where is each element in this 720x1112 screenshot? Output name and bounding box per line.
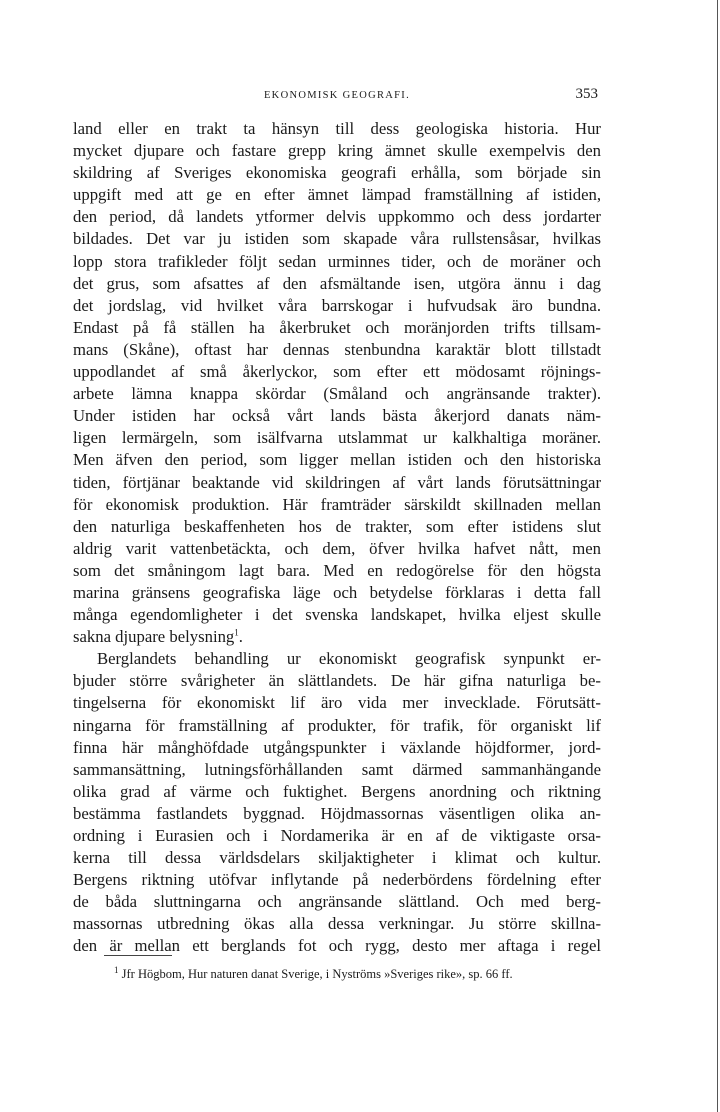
text-line: den naturliga beskaffenheten hos de trakter, som efter istidens slut <box>73 516 601 536</box>
text-line: det grus, som afsattes af den afsmältande isen, utgöra ännu i dag <box>73 273 601 293</box>
text-line: olika grad af värme och fuktighet. Bergens anordning och riktning <box>73 781 601 801</box>
paragraph-end-punct: . <box>238 627 243 647</box>
text-line: aldrig varit vattenbetäckta, och dem, öfver hvilka hafvet nått, men <box>73 538 601 558</box>
text-line: Men äfven den period, som ligger mellan istiden och den historiska <box>73 450 601 470</box>
text-line: kerna till dessa världsdelars skiljaktigheter i klimat och kultur. <box>73 848 601 868</box>
text-line: massornas utbredning ökas alla dessa verkningar. Ju större skillna- <box>73 914 601 934</box>
text-line: land eller en trakt ta hänsyn till dess geologiska historia. Hur <box>73 119 601 138</box>
footnote-ref: 1 <box>234 627 239 638</box>
text-line: finna här månghöfdade utgångspunkter i växlande höjdformer, jord- <box>73 737 601 757</box>
page-header <box>76 82 598 110</box>
text-line: marina gränsens geografiska läge och betydelse förklaras i detta fall <box>73 582 601 602</box>
text-line: Bergens riktning utöfvar inflytande på nederbördens fördelning efter <box>73 870 601 890</box>
text-line: tingelserna för ekonomiskt lif äro vida mer invecklade. Förutsätt- <box>73 693 601 713</box>
text-line: ordning i Eurasien och i Nordamerika är en af de viktigaste orsa- <box>73 826 601 845</box>
text-line: mans (Skåne), oftast har dennas stenbundna karaktär blott tillstadt <box>73 339 601 359</box>
footnote-marker: 1 <box>114 964 119 975</box>
text-line: Endast på få ställen ha åkerbruket och moränjorden trifts tillsam- <box>73 317 601 337</box>
text-line: lopp stora trafikleder följt sedan urminnes tider, och de moräner och <box>73 251 601 271</box>
page-number: 353 <box>575 86 598 102</box>
text-line: de båda sluttningarna och angränsande slättland. Och med berg- <box>73 892 601 912</box>
text-line: den period, då landets ytformer delvis uppkommo och dess jordarter <box>73 207 601 227</box>
text-line: som det småningom lagt bara. Med en redogörelse för den högsta <box>73 560 601 580</box>
text-line: Under istiden har också vårt lands bästa åkerjord danats näm- <box>73 406 601 426</box>
body-text <box>73 118 601 958</box>
text-line: för ekonomisk produktion. Här framträder särskildt skillnaden mellan <box>73 494 601 514</box>
text-line: tiden, förtjänar beaktande vid skildringen af vårt lands förutsättningar <box>73 472 601 492</box>
text-line: mycket djupare och fastare grepp kring ämnet skulle exempelvis den <box>73 141 601 161</box>
text-line: det jordslag, vid hvilket våra barrskogar i hufvudsak äro bundna. <box>73 295 601 315</box>
text-line: uppodlandet af små åkerlyckor, som efter ett mödosamt röjnings- <box>73 362 601 382</box>
page-edge <box>717 0 718 1112</box>
footnote <box>114 966 614 982</box>
text-line: bildades. Det var ju istiden som skapade våra rullstensåsar, hvilkas <box>73 229 601 249</box>
text-line-paragraph-end <box>73 626 601 648</box>
text-line: sammansättning, lutningsförhållanden samt därmed sammanhängande <box>73 759 601 779</box>
text-line: många egendomligheter i det svenska landskapet, hvilka eljest skulle <box>73 605 601 625</box>
text-line: bestämma fastlandets byggnad. Höjdmassornas väsentligen olika an- <box>73 803 601 823</box>
text-line: ningarna för framställning af produkter, för trafik, för organiskt lif <box>73 715 601 735</box>
text-line-paragraph-start: Berglandets behandling ur ekonomiskt geografisk synpunkt er- <box>97 649 601 669</box>
text-line: bjuder större svårigheter än slättlandets. De här gifna naturliga be- <box>73 671 601 691</box>
text-line-content: sakna djupare belysning <box>73 627 235 647</box>
footnote-text: Jfr Högbom, Hur naturen danat Sverige, i Nyströms »Sveriges rike», sp. 66 ff. <box>121 967 513 981</box>
footnote-divider <box>104 955 172 956</box>
text-line: den är mellan ett berglands fot och rygg, desto mer aftaga i regel <box>73 936 601 956</box>
text-line: arbete lämna knappa skördar (Småland och angränsande trakter). <box>73 384 601 404</box>
text-line: skildring af Sveriges ekonomiska geografi erhålla, som började sin <box>73 163 601 183</box>
text-line: uppgift med att ge en efter ämnet lämpad framställning af istiden, <box>73 185 601 205</box>
text-line: ligen lermärgeln, som isälfvarna utslammat ur kalkhaltiga moräner. <box>73 428 601 448</box>
running-head: EKONOMISK GEOGRAFI. <box>263 90 411 101</box>
